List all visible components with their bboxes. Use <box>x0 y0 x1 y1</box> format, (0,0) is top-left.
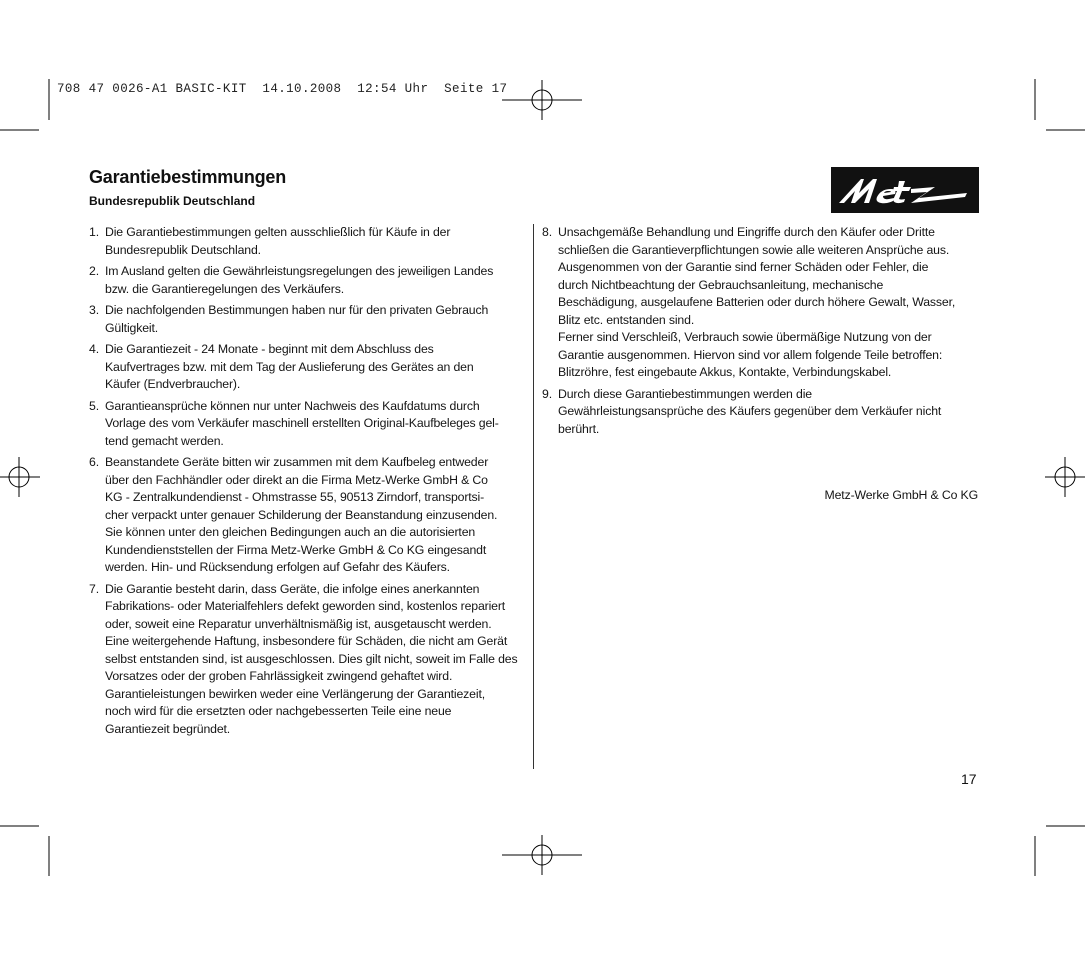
list-item <box>89 263 529 298</box>
print-slug: 708 47 0026-A1 BASIC-KIT 14.10.2008 12:54 Uhr Seite 17 <box>57 82 508 96</box>
item-text: Die Garantie besteht darin, dass Geräte, die infolge eines anerkannten Fabrikations- oder Materialfehlers defekt geworden sind, kostenlos repariert oder, soweit eine Reparatur unverhältnismäßig ist, ausgetauscht werden. Eine weitergehende Haftung, insbesondere für Schäden, die nicht am Gerät selbst entstanden sind, ist ausgeschlossen. Dies gilt nicht, soweit im Falle des Vorsatzes oder der groben Fahrlässigkeit zwingend gehaftet wird. Garantieleistungen bewirken weder eine Verlängerung der Garantiezeit, noch wird für die ersetzten oder nachgebesserten Teile eine neue Garantiezeit begründet. <box>105 581 518 736</box>
page-number: 17 <box>961 771 977 787</box>
right-column <box>542 224 982 442</box>
item-number: 8. <box>542 225 552 239</box>
column-divider <box>533 224 534 769</box>
list-item <box>89 581 529 739</box>
list-item <box>89 454 529 577</box>
left-column <box>89 224 529 742</box>
item-number: 3. <box>89 303 99 317</box>
list-item <box>89 302 529 337</box>
list-item <box>542 386 982 439</box>
item-number: 6. <box>89 455 99 469</box>
item-number: 5. <box>89 398 99 413</box>
list-item <box>89 341 529 394</box>
list-item <box>89 224 529 259</box>
page-title: Garantiebestimmungen <box>89 167 287 187</box>
item-text: Die nachfolgenden Bestimmungen haben nur für den privaten Gebrauch Gültigkeit. <box>105 303 489 335</box>
company-name: Metz-Werke GmbH & Co KG <box>824 488 978 502</box>
item-text: Beanstandete Geräte bitten wir zusammen mit dem Kaufbeleg entweder über den Fachhändler oder direkt an die Firma Metz-Werke GmbH & Co KG - Zentralkundendienst - Ohmstrasse 55, 90513 Zirndorf, transportsi- cher verpackt unter genauer Schilderung der Beanstandung einzusenden. Sie können unter den gleichen Bedingungen auch an die autorisierten Kundendienststellen der Firma Metz-Werke GmbH & Co KG eingesandt werden. Hin- und Rücksendung erfolgen auf Gefahr des Käufers. <box>105 455 498 574</box>
item-text: Die Garantiebestimmungen gelten ausschließlich für Käufe in der Bundesrepublik Deutschland. <box>105 225 451 257</box>
item-text: Garantieansprüche können nur unter Nachweis des Kaufdatums durch Vorlage des vom Verkäufer maschinell erstellten Original-Kaufbeleges gel- tend gemacht werden. <box>105 398 499 448</box>
item-number: 2. <box>89 264 99 278</box>
item-number: 7. <box>89 581 99 596</box>
item-text: Unsachgemäße Behandlung und Eingriffe durch den Käufer oder Dritte schließen die Garantieverpflichtungen sowie alle weiteren Ansprüche aus. Ausgenommen von der Garantie sind ferner Schäden oder Fehler, die durch Nichtbeachtung der Gebrauchsanleitung, mechanische Beschädigung, ausgelaufene Batterien oder durch höhere Gewalt, Wasser, Blitz etc. entstanden sind. Ferner sind Verschleiß, Verbrauch sowie übermäßige Nutzung von der Garantie ausgenommen. Hiervon sind vor allem folgende Teile betroffen: Blitzröhre, fest eingebaute Akkus, Kontakte, Verbindungskabel. <box>558 225 956 379</box>
item-number: 9. <box>542 386 552 401</box>
list-item <box>542 224 982 382</box>
item-number: 4. <box>89 342 99 356</box>
item-number: 1. <box>89 225 99 239</box>
item-text: Die Garantiezeit - 24 Monate - beginnt mit dem Abschluss des Kaufvertrages bzw. mit dem Tag der Auslieferung des Gerätes an den Käufer (Endverbraucher). <box>105 342 474 391</box>
item-text: Im Ausland gelten die Gewährleistungsregelungen des jeweiligen Landes bzw. die Garantieregelungen des Verkäufers. <box>105 264 494 296</box>
list-item <box>89 398 529 451</box>
item-text: Durch diese Garantiebestimmungen werden die Gewährleistungsansprüche des Käufers gegenüber dem Verkäufer nicht berührt. <box>558 386 942 436</box>
metz-logo-wordmark <box>831 167 979 213</box>
metz-logo <box>831 167 979 213</box>
page-subtitle: Bundesrepublik Deutschland <box>89 194 256 208</box>
